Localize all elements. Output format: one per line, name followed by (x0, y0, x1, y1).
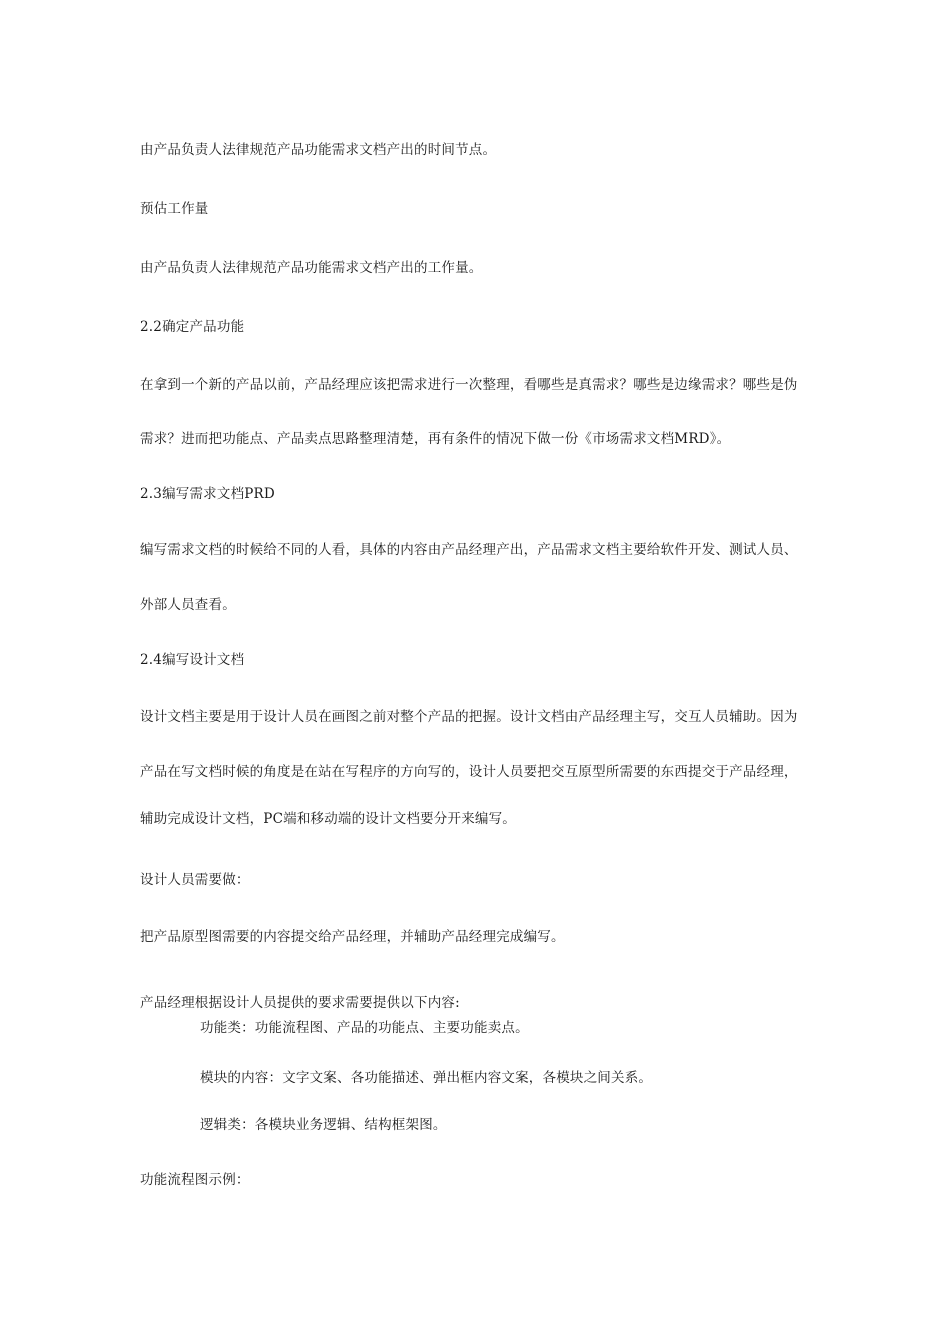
paragraph-confirm-features-line2: 需求？进而把功能点、产品卖点思路整理清楚，再有条件的情况下做一份《市场需求文档MRD》。 (140, 431, 731, 447)
heading-workload: 预估工作量 (140, 201, 209, 217)
paragraph-workload: 由产品负责人法律规范产品功能需求文档产出的工作量。 (140, 260, 483, 276)
paragraph-submit-prototype: 把产品原型图需要的内容提交给产品经理，并辅助产品经理完成编写。 (140, 929, 565, 945)
section-heading-2-2: 2.2确定产品功能 (140, 319, 245, 335)
paragraph-pm-provides: 产品经理根据设计人员提供的要求需要提供以下内容: (140, 995, 460, 1011)
paragraph-design-doc-line2: 产品在写文档时候的角度是在站在写程序的方向写的，设计人员要把交互原型所需要的东西提交于产品经理， (140, 764, 798, 780)
paragraph-design-doc-line3: 辅助完成设计文档，PC端和移动端的设计文档要分开来编写。 (140, 811, 517, 827)
paragraph-design-doc-line1: 设计文档主要是用于设计人员在画图之前对整个产品的把握。设计文档由产品经理主写，交互人员辅助。因为 (140, 709, 798, 725)
paragraph-prd-line2: 外部人员查看。 (140, 597, 236, 613)
list-item-function-class: 功能类：功能流程图、产品的功能点、主要功能卖点。 (200, 1020, 529, 1036)
paragraph-confirm-features-line1: 在拿到一个新的产品以前，产品经理应该把需求进行一次整理，看哪些是真需求？哪些是边缘需求？哪些是伪 (140, 377, 798, 393)
list-item-module-content: 模块的内容：文字文案、各功能描述、弹出框内容文案，各模块之间关系。 (200, 1070, 653, 1086)
section-heading-2-4: 2.4编写设计文档 (140, 652, 245, 668)
paragraph-time-node: 由产品负责人法律规范产品功能需求文档产出的时间节点。 (140, 142, 497, 158)
paragraph-designer-todo: 设计人员需要做： (140, 872, 250, 888)
paragraph-prd-line1: 编写需求文档的时候给不同的人看，具体的内容由产品经理产出，产品需求文档主要给软件开发、测试人员、 (140, 542, 798, 558)
list-item-logic-class: 逻辑类：各模块业务逻辑、结构框架图。 (200, 1117, 447, 1133)
section-heading-2-3: 2.3编写需求文档PRD (140, 486, 275, 502)
paragraph-flowchart-example: 功能流程图示例： (140, 1172, 250, 1188)
